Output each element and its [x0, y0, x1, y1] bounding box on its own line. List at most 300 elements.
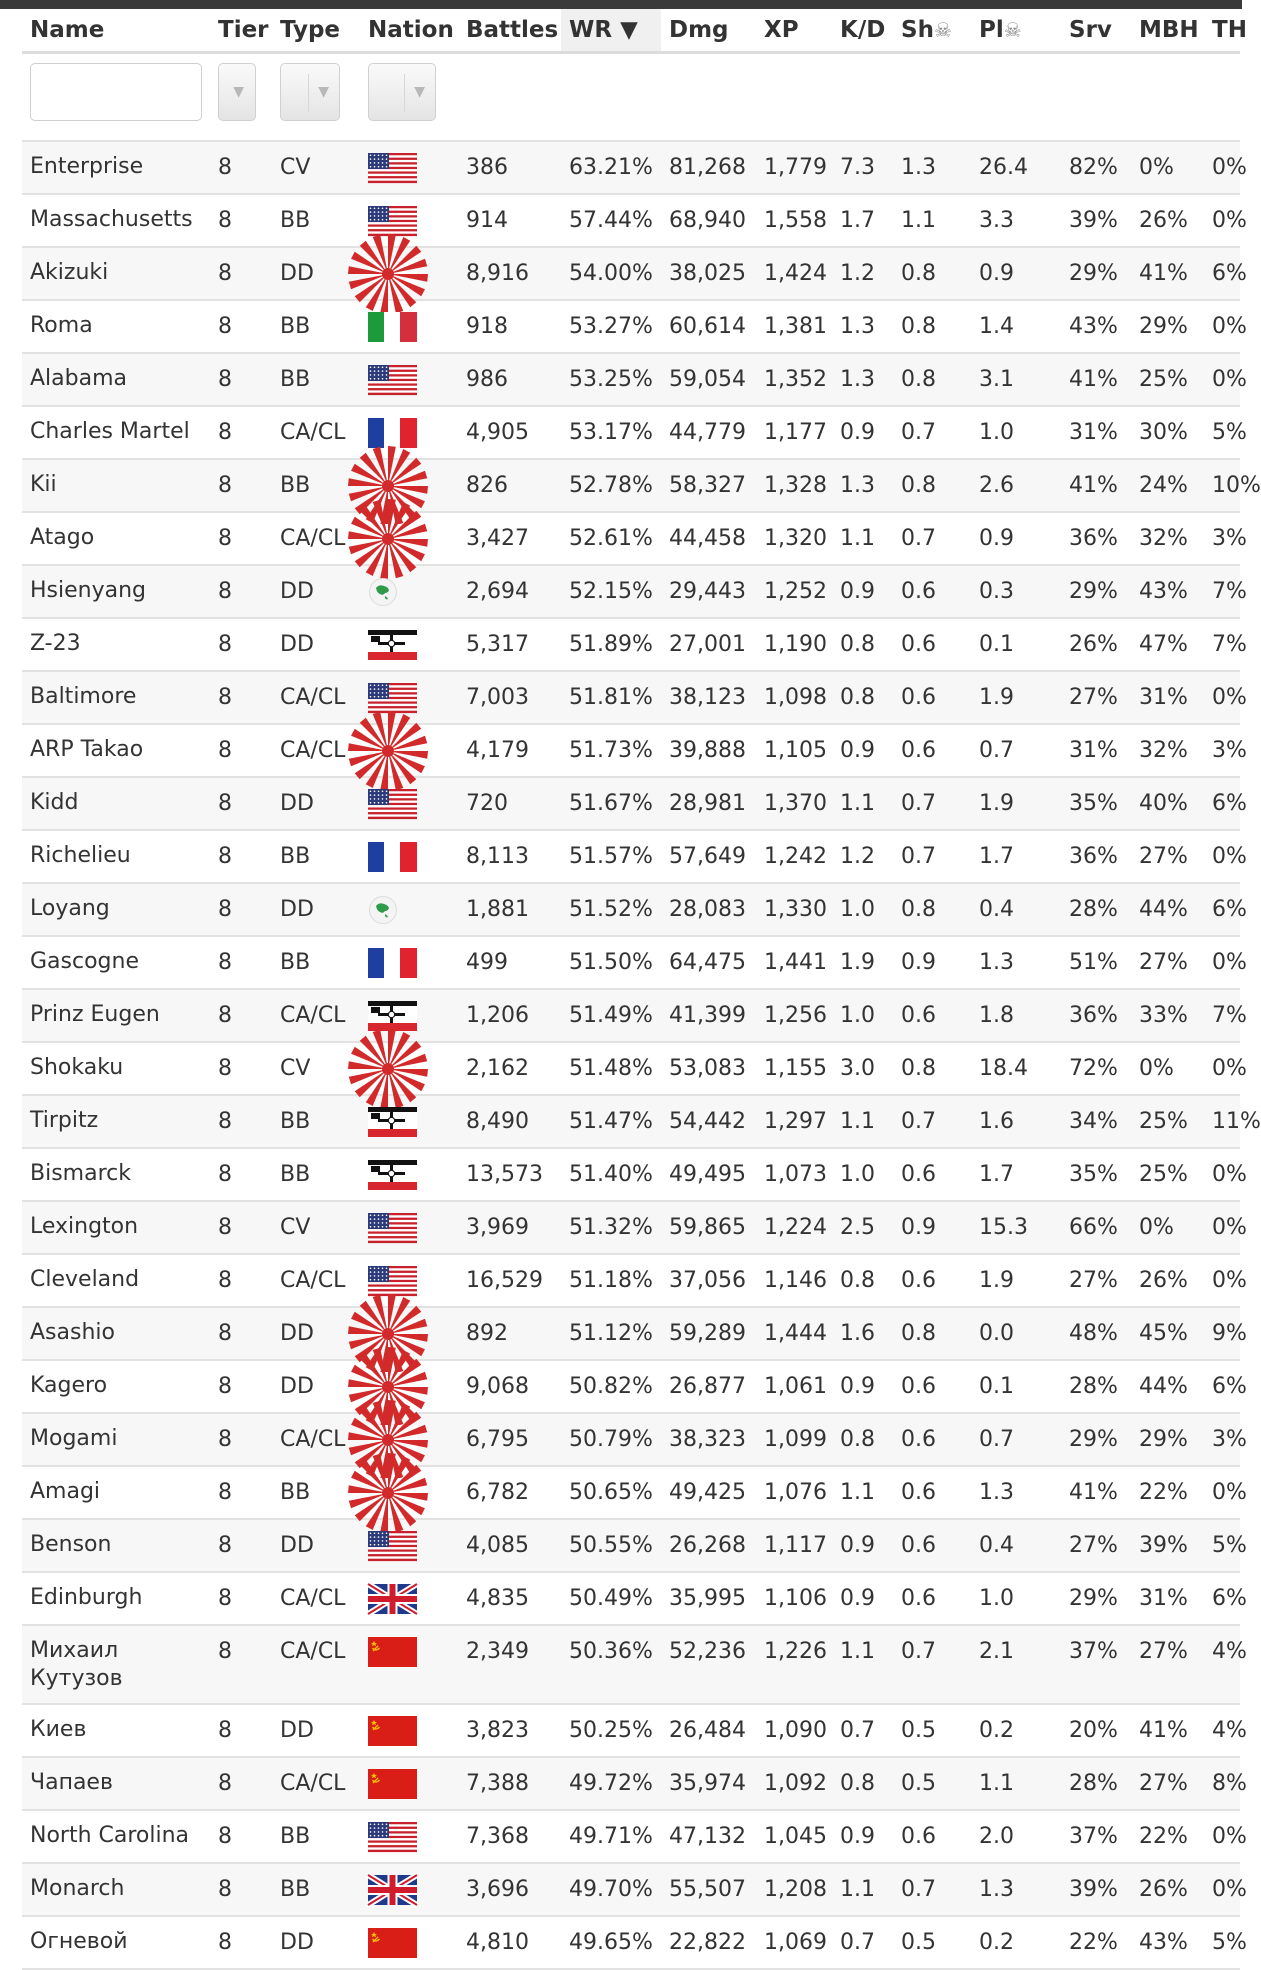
battles-cell: 6,782 [458, 1466, 561, 1519]
wr-cell: 53.25% [561, 353, 661, 406]
kd-cell: 0.8 [832, 1757, 893, 1810]
ship-name-link[interactable]: Massachusetts [22, 194, 210, 247]
type-cell: CA/CL [272, 1413, 360, 1466]
ship-name-link[interactable]: Bismarck [22, 1148, 210, 1201]
ship-name-link[interactable]: Огневой [22, 1916, 210, 1969]
table-row [22, 883, 1240, 936]
usa-flag-icon [368, 1531, 417, 1561]
nation-cell [360, 1466, 458, 1519]
wr-cell: 54.00% [561, 247, 661, 300]
filter-cell-type [272, 53, 360, 142]
col-header-tier[interactable] [210, 9, 272, 53]
ship-name-link[interactable]: Loyang [22, 883, 210, 936]
wr-cell: 51.52% [561, 883, 661, 936]
th-cell: 0% [1204, 671, 1240, 724]
ship-name-link[interactable]: Z-23 [22, 618, 210, 671]
nation-cell [360, 141, 458, 194]
table-row [22, 1360, 1240, 1413]
wr-cell: 49.70% [561, 1863, 661, 1916]
ship-name-link[interactable]: Cleveland [22, 1254, 210, 1307]
col-header-sh-label: Sh [901, 17, 934, 43]
ship-name-link[interactable]: North Carolina [22, 1810, 210, 1863]
mbh-cell: 41% [1131, 247, 1204, 300]
dmg-cell: 53,083 [661, 1042, 756, 1095]
th-cell: 6% [1204, 883, 1240, 936]
table-row [22, 1042, 1240, 1095]
wr-cell: 52.78% [561, 459, 661, 512]
col-header-srv[interactable] [1061, 9, 1131, 53]
dmg-cell: 54,442 [661, 1095, 756, 1148]
mbh-cell: 31% [1131, 1572, 1204, 1625]
dmg-cell: 59,289 [661, 1307, 756, 1360]
dmg-cell: 41,399 [661, 989, 756, 1042]
wr-cell: 51.47% [561, 1095, 661, 1148]
type-cell: DD [272, 1519, 360, 1572]
japan-flag-icon [368, 259, 417, 289]
xp-cell: 1,330 [756, 883, 832, 936]
xp-cell: 1,297 [756, 1095, 832, 1148]
sh-cell: 0.8 [893, 300, 971, 353]
sh-cell: 0.7 [893, 406, 971, 459]
ship-name-link[interactable]: Чапаев [22, 1757, 210, 1810]
filter-cell-empty [458, 53, 561, 142]
ship-name-link[interactable]: Kii [22, 459, 210, 512]
tier-filter-select[interactable] [218, 63, 256, 121]
xp-cell: 1,069 [756, 1916, 832, 1969]
ship-name-link[interactable]: Monarch [22, 1863, 210, 1916]
nation-cell [360, 936, 458, 989]
dmg-cell: 64,475 [661, 936, 756, 989]
wr-cell: 53.17% [561, 406, 661, 459]
nation-cell [360, 512, 458, 565]
col-header-type[interactable] [272, 9, 360, 53]
mbh-cell: 0% [1131, 1201, 1204, 1254]
ship-name-link[interactable]: Benson [22, 1519, 210, 1572]
ship-name-link[interactable]: Киев [22, 1704, 210, 1757]
th-cell: 3% [1204, 1413, 1240, 1466]
th-cell: 3% [1204, 724, 1240, 777]
table-row [22, 1863, 1240, 1916]
mbh-cell: 22% [1131, 1466, 1204, 1519]
usa-flag-icon [368, 153, 417, 183]
ship-name-link[interactable]: Richelieu [22, 830, 210, 883]
table-row [22, 1466, 1240, 1519]
tier-cell: 8 [210, 1572, 272, 1625]
th-cell: 6% [1204, 777, 1240, 830]
col-header-xp[interactable] [756, 9, 832, 53]
battles-cell: 7,388 [458, 1757, 561, 1810]
srv-cell: 36% [1061, 989, 1131, 1042]
pl-cell: 1.7 [971, 830, 1061, 883]
ship-name-link[interactable]: ARP Takao [22, 724, 210, 777]
xp-cell: 1,320 [756, 512, 832, 565]
dmg-cell: 38,025 [661, 247, 756, 300]
kd-cell: 1.3 [832, 459, 893, 512]
col-header-tier-label: Tier [218, 17, 269, 43]
nation-cell [360, 353, 458, 406]
col-header-wr[interactable] [561, 9, 661, 53]
sh-cell: 1.3 [893, 141, 971, 194]
tier-cell: 8 [210, 883, 272, 936]
pl-cell: 26.4 [971, 141, 1061, 194]
kd-cell: 1.0 [832, 883, 893, 936]
type-cell: BB [272, 194, 360, 247]
filter-cell-empty [893, 53, 971, 142]
ship-name-link[interactable]: Baltimore [22, 671, 210, 724]
col-header-th[interactable] [1204, 9, 1247, 53]
ship-name-link[interactable]: Akizuki [22, 247, 210, 300]
type-cell: DD [272, 777, 360, 830]
ship-name-link[interactable]: Shokaku [22, 1042, 210, 1095]
sh-cell: 0.6 [893, 724, 971, 777]
col-header-mbh[interactable] [1131, 9, 1204, 53]
ussr-flag-icon [368, 1716, 417, 1746]
srv-cell: 26% [1061, 618, 1131, 671]
chevron-down-icon: ▼ [414, 84, 425, 100]
mbh-cell: 44% [1131, 1360, 1204, 1413]
filter-cell-empty [1061, 53, 1131, 142]
mbh-cell: 43% [1131, 565, 1204, 618]
col-header-battles[interactable] [458, 9, 561, 53]
table-row [22, 565, 1240, 618]
xp-cell: 1,105 [756, 724, 832, 777]
table-row [22, 406, 1240, 459]
type-cell: DD [272, 1307, 360, 1360]
sh-cell: 0.9 [893, 936, 971, 989]
wr-cell: 50.25% [561, 1704, 661, 1757]
col-header-dmg[interactable] [661, 9, 756, 53]
mbh-cell: 32% [1131, 512, 1204, 565]
nation-cell [360, 300, 458, 353]
dmg-cell: 26,484 [661, 1704, 756, 1757]
table-row [22, 300, 1240, 353]
sh-cell: 0.6 [893, 1413, 971, 1466]
filter-cell-empty [832, 53, 893, 142]
wr-cell: 57.44% [561, 194, 661, 247]
pl-cell: 1.3 [971, 1863, 1061, 1916]
sh-cell: 0.5 [893, 1757, 971, 1810]
col-header-wr-label: WR [569, 17, 613, 43]
tier-cell: 8 [210, 830, 272, 883]
type-cell: BB [272, 1095, 360, 1148]
ship-name-link[interactable]: Enterprise [22, 141, 210, 194]
kd-cell: 1.3 [832, 300, 893, 353]
sh-cell: 0.7 [893, 777, 971, 830]
type-cell: DD [272, 618, 360, 671]
name-filter-input[interactable] [30, 63, 202, 121]
wr-cell: 51.89% [561, 618, 661, 671]
th-cell: 6% [1204, 1360, 1240, 1413]
table-row [22, 1413, 1240, 1466]
battles-cell: 4,085 [458, 1519, 561, 1572]
top-bar [0, 0, 1242, 9]
wr-cell: 50.49% [561, 1572, 661, 1625]
usa-flag-icon [368, 1213, 417, 1243]
nation-cell [360, 777, 458, 830]
ship-name-link[interactable]: Asashio [22, 1307, 210, 1360]
battles-cell: 914 [458, 194, 561, 247]
tier-cell: 8 [210, 1704, 272, 1757]
table-row [22, 724, 1240, 777]
tier-cell: 8 [210, 1863, 272, 1916]
nation-filter-select[interactable] [368, 63, 436, 121]
pl-cell: 1.4 [971, 300, 1061, 353]
japan-flag-icon [368, 471, 417, 501]
col-header-type-label: Type [280, 17, 341, 43]
col-header-xp-label: XP [764, 17, 799, 43]
mbh-cell: 45% [1131, 1307, 1204, 1360]
battles-cell: 499 [458, 936, 561, 989]
ship-name-link[interactable]: Hsienyang [22, 565, 210, 618]
battles-cell: 826 [458, 459, 561, 512]
type-filter-select[interactable] [280, 63, 340, 121]
pl-cell: 0.2 [971, 1704, 1061, 1757]
wr-cell: 52.15% [561, 565, 661, 618]
pl-cell: 2.6 [971, 459, 1061, 512]
usa-flag-icon [368, 1266, 417, 1296]
kd-cell: 7.3 [832, 141, 893, 194]
th-cell: 6% [1204, 1572, 1240, 1625]
type-cell: DD [272, 883, 360, 936]
th-cell: 0% [1204, 1254, 1240, 1307]
wr-cell: 49.65% [561, 1916, 661, 1969]
type-cell: CA/CL [272, 671, 360, 724]
table-row [22, 1704, 1240, 1757]
skull-icon: ☠ [1003, 18, 1022, 42]
srv-cell: 66% [1061, 1201, 1131, 1254]
col-header-dmg-label: Dmg [669, 17, 729, 43]
filter-cell-name [22, 53, 210, 142]
srv-cell: 28% [1061, 883, 1131, 936]
pl-cell: 0.0 [971, 1307, 1061, 1360]
battles-cell: 16,529 [458, 1254, 561, 1307]
sh-cell: 0.6 [893, 989, 971, 1042]
ship-name-link[interactable]: Kagero [22, 1360, 210, 1413]
tier-cell: 8 [210, 141, 272, 194]
th-cell: 0% [1204, 141, 1240, 194]
kd-cell: 0.9 [832, 1519, 893, 1572]
battles-cell: 7,368 [458, 1810, 561, 1863]
tier-cell: 8 [210, 1916, 272, 1969]
kd-cell: 0.9 [832, 1810, 893, 1863]
tier-cell: 8 [210, 512, 272, 565]
xp-cell: 1,146 [756, 1254, 832, 1307]
srv-cell: 20% [1061, 1704, 1131, 1757]
kd-cell: 0.8 [832, 671, 893, 724]
mbh-cell: 27% [1131, 1625, 1204, 1704]
ship-name-link[interactable]: Alabama [22, 353, 210, 406]
ship-name-link[interactable]: Lexington [22, 1201, 210, 1254]
ship-name-link[interactable]: Михаил Кутузов [22, 1625, 210, 1704]
wr-cell: 49.71% [561, 1810, 661, 1863]
dmg-cell: 59,865 [661, 1201, 756, 1254]
xp-cell: 1,242 [756, 830, 832, 883]
type-cell: CA/CL [272, 989, 360, 1042]
srv-cell: 51% [1061, 936, 1131, 989]
ship-name-link[interactable]: Amagi [22, 1466, 210, 1519]
col-header-name[interactable] [22, 9, 210, 53]
ship-name-link[interactable]: Roma [22, 300, 210, 353]
table-row [22, 1307, 1240, 1360]
col-header-sh[interactable] [893, 9, 971, 53]
table-row [22, 512, 1240, 565]
battles-cell: 5,317 [458, 618, 561, 671]
usa-flag-icon [368, 206, 417, 236]
col-header-nation[interactable] [360, 9, 458, 53]
xp-cell: 1,117 [756, 1519, 832, 1572]
tier-cell: 8 [210, 353, 272, 406]
ship-name-link[interactable]: Atago [22, 512, 210, 565]
panasia-flag-icon [368, 577, 398, 607]
wr-cell: 49.72% [561, 1757, 661, 1810]
srv-cell: 35% [1061, 777, 1131, 830]
ship-name-link[interactable]: Mogami [22, 1413, 210, 1466]
japan-flag-icon [368, 1054, 417, 1084]
battles-cell: 4,835 [458, 1572, 561, 1625]
pl-cell: 2.1 [971, 1625, 1061, 1704]
kd-cell: 1.6 [832, 1307, 893, 1360]
kd-cell: 1.9 [832, 936, 893, 989]
type-cell: BB [272, 936, 360, 989]
ship-name-link[interactable]: Tirpitz [22, 1095, 210, 1148]
battles-cell: 2,694 [458, 565, 561, 618]
chevron-down-icon: ▼ [233, 84, 244, 100]
ship-name-link[interactable]: Kidd [22, 777, 210, 830]
nation-cell [360, 1810, 458, 1863]
xp-cell: 1,381 [756, 300, 832, 353]
pl-cell: 1.1 [971, 1757, 1061, 1810]
table-row [22, 989, 1240, 1042]
battles-cell: 8,916 [458, 247, 561, 300]
mbh-cell: 33% [1131, 989, 1204, 1042]
sort-desc-icon: ▼ [620, 17, 638, 43]
th-cell: 0% [1204, 1042, 1240, 1095]
srv-cell: 28% [1061, 1360, 1131, 1413]
th-cell: 5% [1204, 1519, 1240, 1572]
tier-cell: 8 [210, 936, 272, 989]
ship-name-link[interactable]: Prinz Eugen [22, 989, 210, 1042]
battles-cell: 4,810 [458, 1916, 561, 1969]
kd-cell: 1.3 [832, 353, 893, 406]
wr-cell: 51.48% [561, 1042, 661, 1095]
table-row [22, 1095, 1240, 1148]
sh-cell: 1.1 [893, 194, 971, 247]
wr-cell: 51.18% [561, 1254, 661, 1307]
wr-cell: 51.81% [561, 671, 661, 724]
dmg-cell: 44,779 [661, 406, 756, 459]
mbh-cell: 39% [1131, 1519, 1204, 1572]
th-cell: 10% [1204, 459, 1240, 512]
tier-cell: 8 [210, 1201, 272, 1254]
wr-cell: 50.55% [561, 1519, 661, 1572]
pl-cell: 0.7 [971, 724, 1061, 777]
mbh-cell: 22% [1131, 1810, 1204, 1863]
ship-name-link[interactable]: Gascogne [22, 936, 210, 989]
th-cell: 8% [1204, 1757, 1240, 1810]
dmg-cell: 22,822 [661, 1916, 756, 1969]
mbh-cell: 44% [1131, 883, 1204, 936]
sh-cell: 0.6 [893, 1810, 971, 1863]
mbh-cell: 26% [1131, 1254, 1204, 1307]
xp-cell: 1,558 [756, 194, 832, 247]
table-row [22, 194, 1240, 247]
ship-name-link[interactable]: Edinburgh [22, 1572, 210, 1625]
mbh-cell: 27% [1131, 830, 1204, 883]
sh-cell: 0.7 [893, 1095, 971, 1148]
th-cell: 0% [1204, 194, 1240, 247]
type-cell: DD [272, 1704, 360, 1757]
col-header-pl[interactable] [971, 9, 1061, 53]
mbh-cell: 26% [1131, 1863, 1204, 1916]
sh-cell: 0.6 [893, 1572, 971, 1625]
wr-cell: 51.12% [561, 1307, 661, 1360]
sh-cell: 0.8 [893, 353, 971, 406]
tier-cell: 8 [210, 671, 272, 724]
dmg-cell: 81,268 [661, 141, 756, 194]
pl-cell: 0.3 [971, 565, 1061, 618]
battles-cell: 3,823 [458, 1704, 561, 1757]
uk-flag-icon [368, 1584, 417, 1614]
germany-flag-icon [368, 1001, 417, 1031]
nation-cell [360, 565, 458, 618]
table-row [22, 1757, 1240, 1810]
wr-cell: 50.65% [561, 1466, 661, 1519]
nation-cell [360, 724, 458, 777]
pl-cell: 1.8 [971, 989, 1061, 1042]
col-header-battles-label: Battles [466, 17, 559, 43]
table-row [22, 1254, 1240, 1307]
table-row [22, 777, 1240, 830]
nation-cell [360, 1572, 458, 1625]
filter-cell-empty [661, 53, 756, 142]
wr-cell: 51.73% [561, 724, 661, 777]
type-cell: BB [272, 459, 360, 512]
th-cell: 0% [1204, 936, 1240, 989]
france-flag-icon [368, 842, 417, 872]
dmg-cell: 58,327 [661, 459, 756, 512]
tier-cell: 8 [210, 989, 272, 1042]
ship-name-link[interactable]: Charles Martel [22, 406, 210, 459]
table-row [22, 936, 1240, 989]
dmg-cell: 60,614 [661, 300, 756, 353]
wr-cell: 51.49% [561, 989, 661, 1042]
wr-cell: 63.21% [561, 141, 661, 194]
mbh-cell: 47% [1131, 618, 1204, 671]
pl-cell: 0.9 [971, 512, 1061, 565]
th-cell: 4% [1204, 1704, 1240, 1757]
kd-cell: 0.9 [832, 1572, 893, 1625]
table-row [22, 830, 1240, 883]
pl-cell: 1.3 [971, 1466, 1061, 1519]
filter-cell-empty [756, 53, 832, 142]
pl-cell: 1.3 [971, 936, 1061, 989]
table-row [22, 1625, 1240, 1704]
col-header-kd[interactable] [832, 9, 893, 53]
xp-cell: 1,061 [756, 1360, 832, 1413]
nation-cell [360, 1095, 458, 1148]
pl-cell: 1.9 [971, 671, 1061, 724]
wr-cell: 51.32% [561, 1201, 661, 1254]
tier-cell: 8 [210, 1095, 272, 1148]
nation-cell [360, 1863, 458, 1916]
wr-cell: 53.27% [561, 300, 661, 353]
wr-cell: 51.57% [561, 830, 661, 883]
mbh-cell: 27% [1131, 1757, 1204, 1810]
xp-cell: 1,099 [756, 1413, 832, 1466]
germany-flag-icon [368, 1107, 417, 1137]
mbh-cell: 29% [1131, 300, 1204, 353]
mbh-cell: 0% [1131, 141, 1204, 194]
